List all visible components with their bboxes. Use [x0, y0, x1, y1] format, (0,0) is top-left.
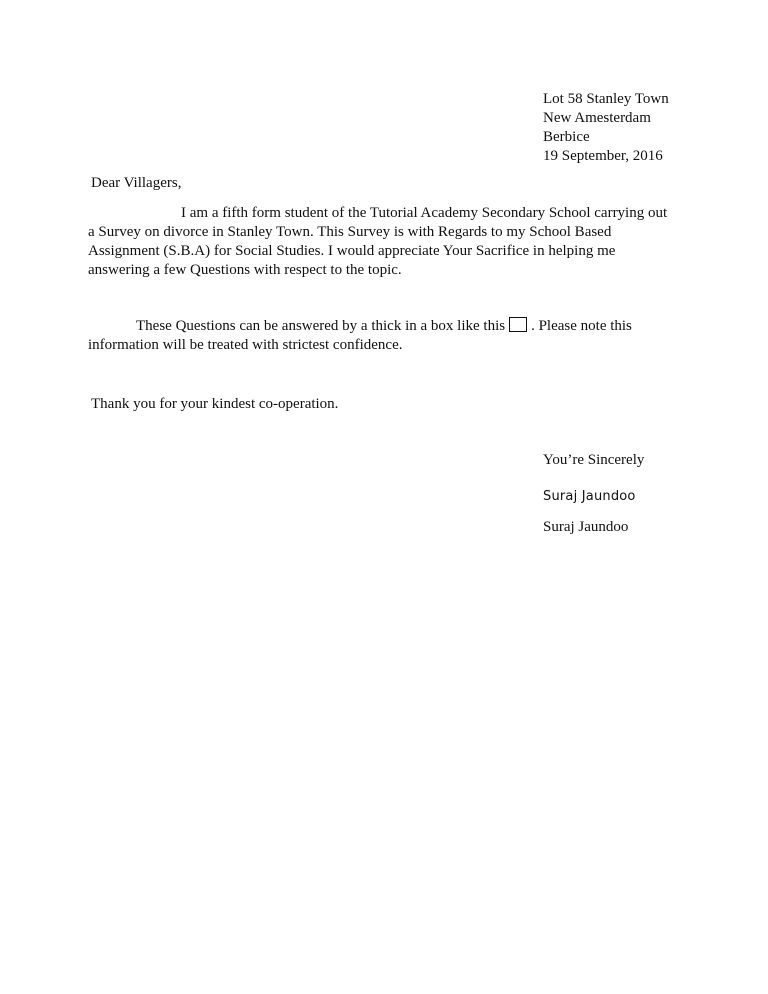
- sender-address: [543, 90, 669, 166]
- address-line-1: Lot 58 Stanley Town: [543, 91, 669, 107]
- paragraph-1-line-3: Assignment (S.B.A) for Social Studies. I would appreciate Your Sacrifice in helping me: [88, 243, 616, 259]
- address-line-2: New Amesterdam: [543, 110, 651, 126]
- example-check-box: [509, 317, 527, 332]
- paragraph-1-line-2: a Survey on divorce in Stanley Town. This Survey is with Regards to my School Based: [88, 224, 612, 240]
- address-line-3: Berbice: [543, 129, 590, 145]
- paragraph-2-line-1-text: These Questions can be answered by a thick in a box like this: [136, 318, 506, 334]
- letter-date: 19 September, 2016: [543, 148, 663, 164]
- body-paragraph-1: [88, 204, 678, 280]
- signature: Suraj Jaundoo: [543, 489, 636, 504]
- printed-name: Suraj Jaundoo: [543, 519, 629, 535]
- closing: You’re Sincerely: [543, 452, 645, 468]
- thanks-line: Thank you for your kindest co-operation.: [91, 396, 339, 412]
- paragraph-1-line-1: [88, 204, 678, 223]
- paragraph-1-line-1-text: I am a fifth form student of the Tutorial Academy Secondary School carrying out: [181, 205, 668, 221]
- greeting: Dear Villagers,: [91, 175, 182, 191]
- paragraph-2-line-1-tail: . Please note this: [531, 318, 632, 334]
- paragraph-2-line-1: [88, 317, 632, 336]
- body-paragraph-2: [88, 317, 632, 355]
- paragraph-2-line-2: information will be treated with strictest confidence.: [88, 337, 403, 353]
- paragraph-1-line-4: answering a few Questions with respect to the topic.: [88, 262, 402, 278]
